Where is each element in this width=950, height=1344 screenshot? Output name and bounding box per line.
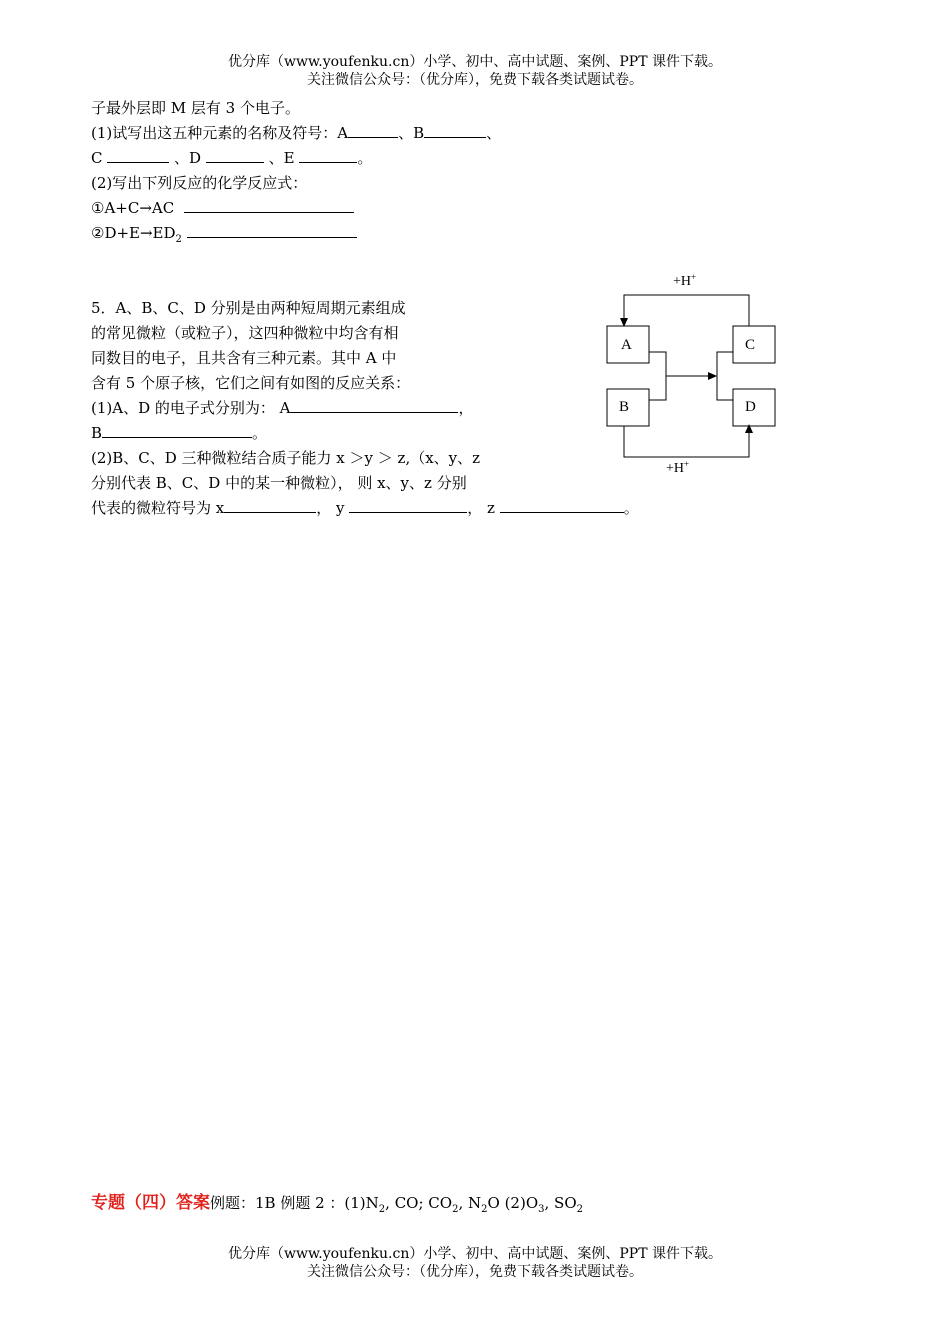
label-d: D bbox=[189, 149, 202, 167]
blank-x[interactable] bbox=[224, 498, 316, 513]
blank-d-electron[interactable] bbox=[102, 423, 252, 438]
q5-part2-line-1: (2)B、C、D 三种微粒结合质子能力 x ＞y ＞ z,（x、y、z bbox=[91, 449, 481, 467]
reaction-2-text: ②D+E→ED bbox=[91, 224, 176, 242]
arrowhead-up bbox=[745, 424, 753, 433]
q5-part2-line-3 bbox=[91, 498, 639, 518]
box-d-label: D bbox=[745, 399, 756, 415]
answer-text: O (2)O bbox=[487, 1194, 539, 1212]
q5-part1-line2 bbox=[91, 423, 267, 443]
q4-continuation: 子最外层即 M 层有 3 个电子。 bbox=[91, 99, 300, 117]
q4-part1-prefix: (1)试写出这五种元素的名称及符号： bbox=[91, 124, 338, 142]
footer-line-2: 关注微信公众号：（优分库），免费下载各类试题试卷。 bbox=[307, 1264, 643, 1280]
q5-line-3: 同数目的电子，且共含有三种元素。其中 A 中 bbox=[91, 349, 397, 367]
arrowhead-right bbox=[708, 372, 717, 380]
answer-text: , SO bbox=[544, 1194, 577, 1212]
page-footer bbox=[0, 1245, 950, 1281]
box-a-label: A bbox=[621, 337, 632, 353]
footer-line-1: 优分库（www.youfenku.cn）小学、初中、高中试题、案例、PPT 课件下载。 bbox=[227, 1246, 722, 1262]
q4-reaction-1 bbox=[91, 198, 354, 218]
bottom-arrow-line bbox=[624, 426, 749, 457]
blank-z[interactable] bbox=[500, 498, 624, 513]
q4-part1-line2 bbox=[91, 148, 372, 168]
answer-title: 专题（四）答案 bbox=[91, 1193, 210, 1213]
blank-a-electron[interactable] bbox=[290, 398, 458, 413]
q5-y-prefix: ， y bbox=[316, 499, 345, 517]
box-c-label: C bbox=[745, 337, 756, 353]
blank-d[interactable] bbox=[206, 148, 264, 163]
subscript: 3 bbox=[538, 1204, 545, 1215]
subscript: 2 bbox=[481, 1204, 488, 1215]
subscript: 2 bbox=[175, 234, 182, 245]
header-line-1: 优分库（www.youfenku.cn）小学、初中、高中试题、案例、PPT 课件下载。 bbox=[227, 54, 722, 70]
label-e: E bbox=[283, 149, 295, 167]
blank-y[interactable] bbox=[349, 498, 467, 513]
period: 。 bbox=[252, 424, 268, 442]
blank-b[interactable] bbox=[424, 123, 486, 138]
q5-line-2: 的常见微粒（或粒子），这四种微粒中均含有相 bbox=[91, 324, 399, 342]
top-reagent-label: +H+ bbox=[673, 272, 697, 289]
label-a: A bbox=[337, 124, 349, 142]
q4-part1-line bbox=[91, 123, 501, 143]
q5-part2-line-2: 分别代表 B、C、D 中的某一种微粒）， 则 x、y、z 分别 bbox=[91, 474, 467, 492]
merge-bracket bbox=[649, 352, 666, 400]
q5-part1-prefix: (1)A、D 的电子式分别为： A bbox=[91, 399, 291, 417]
top-arrow-line bbox=[624, 295, 749, 326]
blank-reaction-1[interactable] bbox=[184, 198, 354, 213]
separator: 、 bbox=[486, 124, 502, 142]
answer-line bbox=[91, 1193, 583, 1220]
answer-text: , CO; CO bbox=[385, 1194, 453, 1212]
answer-text: 例题：1B 例题 2 ：(1)N bbox=[210, 1194, 379, 1212]
bottom-reagent-label: +H+ bbox=[666, 459, 690, 476]
box-b-label: B bbox=[619, 399, 630, 415]
label-c: C bbox=[91, 149, 103, 167]
blank-reaction-2[interactable] bbox=[187, 223, 357, 238]
period: 。 bbox=[623, 499, 639, 517]
subscript: 2 bbox=[576, 1204, 583, 1215]
q5-z-prefix: ， z bbox=[467, 499, 495, 517]
separator: 、 bbox=[169, 149, 190, 167]
separator: 、 bbox=[263, 149, 284, 167]
period: 。 bbox=[357, 149, 373, 167]
q5-line-1: 5．A、B、C、D 分别是由两种短周期元素组成 bbox=[91, 299, 406, 317]
comma: ， bbox=[458, 399, 474, 417]
q4-reaction-2 bbox=[91, 223, 357, 250]
reaction-1-text: ①A+C→AC bbox=[91, 199, 175, 217]
page-header bbox=[0, 53, 950, 89]
q5-part1-line bbox=[91, 398, 474, 418]
answer-text: , N bbox=[458, 1194, 482, 1212]
split-bracket bbox=[717, 352, 733, 400]
blank-c[interactable] bbox=[107, 148, 169, 163]
subscript: 2 bbox=[378, 1204, 386, 1215]
header-line-2: 关注微信公众号：（优分库），免费下载各类试题试卷。 bbox=[307, 72, 643, 88]
blank-a[interactable] bbox=[348, 123, 398, 138]
q4-part2: (2)写出下列反应的化学反应式： bbox=[91, 174, 308, 192]
separator: 、 bbox=[398, 124, 414, 142]
blank-e[interactable] bbox=[299, 148, 357, 163]
subscript: 2 bbox=[452, 1204, 459, 1215]
label-b: B bbox=[91, 424, 103, 442]
reaction-diagram bbox=[598, 268, 798, 478]
q5-x-prefix: 代表的微粒符号为 x bbox=[91, 499, 225, 517]
label-b: B bbox=[413, 124, 425, 142]
q5-line-4: 含有 5 个原子核，它们之间有如图的反应关系： bbox=[91, 374, 411, 392]
